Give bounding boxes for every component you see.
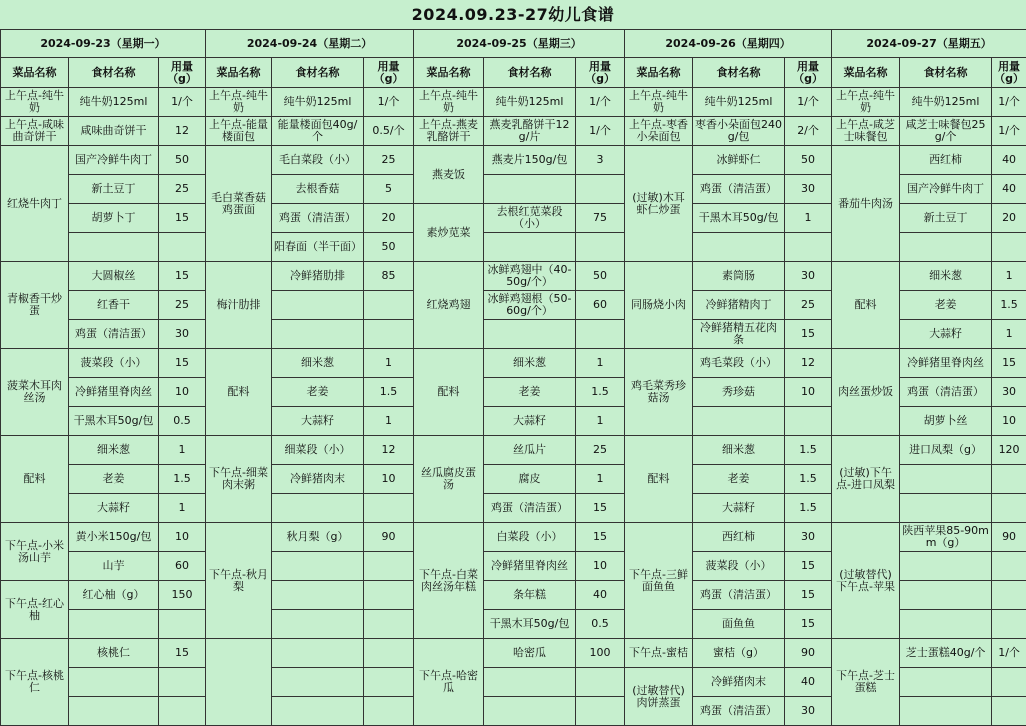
ingredient-amount: 30	[785, 262, 832, 291]
ingredient-amount: 40	[576, 581, 625, 610]
ingredient-name	[900, 552, 992, 581]
ingredient-name: 大圆椒丝	[69, 262, 159, 291]
ingredient-name: 面鱼鱼	[693, 610, 785, 639]
dish-name: 同肠烧小肉	[625, 262, 693, 349]
ingredient-amount: 15	[785, 581, 832, 610]
ingredient-amount: 0.5	[159, 407, 206, 436]
ingredient-name: 哈密瓜	[484, 639, 576, 668]
ingredient-name	[900, 610, 992, 639]
amount-column-header: 用量（g）	[364, 58, 414, 88]
dish-name: 红烧鸡翅	[414, 262, 484, 349]
ingredient-amount: 15	[159, 204, 206, 233]
ingredient-amount: 2/个	[785, 117, 832, 146]
ingredient-amount: 1	[364, 407, 414, 436]
ingredient-amount	[576, 697, 625, 726]
ingredient-amount	[992, 233, 1026, 262]
ingredient-amount: 1/个	[992, 88, 1026, 117]
ingredient-name: 老姜	[272, 378, 364, 407]
ingredient-amount: 1	[785, 204, 832, 233]
ingredient-amount	[364, 697, 414, 726]
ingredient-amount: 90	[992, 523, 1026, 552]
ingredient-amount: 30	[992, 378, 1026, 407]
ingredient-amount: 15	[992, 349, 1026, 378]
ingredient-amount: 12	[785, 349, 832, 378]
day-header: 2024-09-24（星期二）	[206, 30, 414, 58]
ingredient-amount: 60	[159, 552, 206, 581]
ingredient-amount	[364, 320, 414, 349]
ingredient-amount: 1	[992, 320, 1026, 349]
ingredient-name: 冰鲜鸡翅中（40-50g/个）	[484, 262, 576, 291]
ingredient-name: 鸡蛋（清洁蛋）	[69, 320, 159, 349]
dish-column-header: 菜品名称	[832, 58, 900, 88]
ingredient-amount: 40	[785, 668, 832, 697]
dish-name: (过敏替代)下午点-苹果	[832, 523, 900, 639]
ingredient-amount: 15	[785, 552, 832, 581]
ingredient-name: 鸡蛋（清洁蛋）	[900, 378, 992, 407]
ingredient-name: 鸡蛋（清洁蛋）	[272, 204, 364, 233]
day-header: 2024-09-23（星期一）	[1, 30, 206, 58]
ingredient-amount	[992, 552, 1026, 581]
ingredient-name: 干黑木耳50g/包	[69, 407, 159, 436]
ingredient-name: 纯牛奶125ml	[272, 88, 364, 117]
ingredient-name	[272, 552, 364, 581]
ingredient-name: 红香干	[69, 291, 159, 320]
dish-name: 下午点-芝士蛋糕	[832, 639, 900, 726]
amount-column-header: 用量（g）	[992, 58, 1026, 88]
ingredient-amount: 15	[159, 262, 206, 291]
dish-name: 肉丝蛋炒饭	[832, 349, 900, 436]
ingredient-amount	[364, 581, 414, 610]
ingredient-column-header: 食材名称	[900, 58, 992, 88]
ingredient-amount	[364, 552, 414, 581]
ingredient-amount: 60	[576, 291, 625, 320]
ingredient-name: 秋月梨（g）	[272, 523, 364, 552]
ingredient-amount: 20	[364, 204, 414, 233]
ingredient-amount	[364, 639, 414, 668]
dish-name: 下午点-蜜桔	[625, 639, 693, 668]
ingredient-amount: 1/个	[576, 88, 625, 117]
ingredient-name: 细米葱	[900, 262, 992, 291]
ingredient-name	[272, 291, 364, 320]
ingredient-name	[693, 407, 785, 436]
dish-name: 配料	[1, 436, 69, 523]
ingredient-name: 冷鲜猪肉末	[693, 668, 785, 697]
ingredient-name: 细米葱	[69, 436, 159, 465]
ingredient-name	[900, 697, 992, 726]
ingredient-name: 新土豆丁	[69, 175, 159, 204]
dish-name: 上午点-枣香小朵面包	[625, 117, 693, 146]
ingredient-name	[272, 697, 364, 726]
ingredient-amount: 50	[576, 262, 625, 291]
ingredient-amount	[992, 610, 1026, 639]
dish-name: 燕麦饭	[414, 146, 484, 204]
ingredient-amount: 1.5	[159, 465, 206, 494]
dish-name: 下午点-三鲜面鱼鱼	[625, 523, 693, 639]
ingredient-name	[484, 320, 576, 349]
ingredient-column-header: 食材名称	[272, 58, 364, 88]
ingredient-amount: 15	[785, 610, 832, 639]
ingredient-name	[693, 233, 785, 262]
ingredient-amount: 40	[992, 146, 1026, 175]
day-header: 2024-09-26（星期四）	[625, 30, 832, 58]
ingredient-name: 细米葱	[693, 436, 785, 465]
ingredient-name: 冷鲜猪里脊肉丝	[484, 552, 576, 581]
ingredient-name: 老姜	[900, 291, 992, 320]
ingredient-name: 红心柚（g）	[69, 581, 159, 610]
ingredient-name: 干黑木耳50g/包	[693, 204, 785, 233]
ingredient-name: 冰鲜鸡翅根（50-60g/个）	[484, 291, 576, 320]
ingredient-amount: 12	[159, 117, 206, 146]
ingredient-name: 素筒肠	[693, 262, 785, 291]
dish-name: 配料	[414, 349, 484, 436]
ingredient-name: 进口凤梨（g）	[900, 436, 992, 465]
dish-name: 丝瓜腐皮蛋汤	[414, 436, 484, 523]
ingredient-name	[272, 668, 364, 697]
dish-name: 上午点-纯牛奶	[414, 88, 484, 117]
ingredient-amount	[576, 320, 625, 349]
ingredient-name	[900, 668, 992, 697]
ingredient-amount: 15	[576, 523, 625, 552]
ingredient-amount: 10	[576, 552, 625, 581]
dish-name: 下午点-白菜肉丝汤年糕	[414, 523, 484, 639]
ingredient-name: 核桃仁	[69, 639, 159, 668]
dish-name: 下午点-核桃仁	[1, 639, 69, 726]
ingredient-amount	[159, 697, 206, 726]
ingredient-amount: 75	[576, 204, 625, 233]
ingredient-amount: 1	[576, 349, 625, 378]
day-header: 2024-09-25（星期三）	[414, 30, 625, 58]
ingredient-name: 大蒜籽	[484, 407, 576, 436]
ingredient-name	[484, 697, 576, 726]
ingredient-amount: 1/个	[992, 117, 1026, 146]
ingredient-amount: 1.5	[364, 378, 414, 407]
ingredient-name: 白菜段（小）	[484, 523, 576, 552]
ingredient-amount: 150	[159, 581, 206, 610]
ingredient-name: 咸芝士味餐包25g/个	[900, 117, 992, 146]
dish-name: 菠菜木耳肉丝汤	[1, 349, 69, 436]
ingredient-amount: 1/个	[576, 117, 625, 146]
ingredient-name: 老姜	[484, 378, 576, 407]
ingredient-amount: 1.5	[785, 436, 832, 465]
ingredient-name	[272, 581, 364, 610]
dish-name: 上午点-纯牛奶	[625, 88, 693, 117]
dish-name: 上午点-咸味曲奇饼干	[1, 117, 69, 146]
menu-title: 2024.09.23-27幼儿食谱	[411, 5, 615, 24]
ingredient-amount: 1	[576, 407, 625, 436]
dish-name: (过敏)木耳虾仁炒蛋	[625, 146, 693, 262]
dish-name: 配料	[625, 436, 693, 523]
ingredient-name: 胡萝卜丝	[900, 407, 992, 436]
ingredient-name	[900, 465, 992, 494]
ingredient-name: 纯牛奶125ml	[693, 88, 785, 117]
ingredient-name	[484, 175, 576, 204]
ingredient-name: 冷鲜猪肉末	[272, 465, 364, 494]
ingredient-amount: 120	[992, 436, 1026, 465]
menu-table	[0, 29, 1026, 726]
dish-name: 配料	[832, 262, 900, 349]
dish-name: 下午点-秋月梨	[206, 523, 272, 639]
dish-column-header: 菜品名称	[625, 58, 693, 88]
ingredient-amount: 10	[785, 378, 832, 407]
ingredient-name: 细米葱	[484, 349, 576, 378]
ingredient-name: 纯牛奶125ml	[484, 88, 576, 117]
dish-name: (过敏)下午点-进口凤梨	[832, 436, 900, 523]
ingredient-amount	[364, 610, 414, 639]
ingredient-amount	[159, 668, 206, 697]
dish-name: 素炒苋菜	[414, 204, 484, 262]
amount-column-header: 用量（g）	[159, 58, 206, 88]
ingredient-name: 去根香菇	[272, 175, 364, 204]
ingredient-amount	[159, 233, 206, 262]
ingredient-amount: 15	[785, 320, 832, 349]
ingredient-name	[69, 610, 159, 639]
ingredient-amount: 1/个	[364, 88, 414, 117]
dish-name: 上午点-纯牛奶	[1, 88, 69, 117]
ingredient-name	[272, 494, 364, 523]
ingredient-amount: 25	[364, 146, 414, 175]
ingredient-name	[272, 639, 364, 668]
ingredient-name: 纯牛奶125ml	[900, 88, 992, 117]
ingredient-amount: 10	[159, 378, 206, 407]
ingredient-amount	[576, 668, 625, 697]
dish-name: 红烧牛肉丁	[1, 146, 69, 262]
ingredient-name: 冷鲜猪里脊肉丝	[69, 378, 159, 407]
ingredient-name	[69, 233, 159, 262]
ingredient-name	[900, 581, 992, 610]
ingredient-column-header: 食材名称	[484, 58, 576, 88]
ingredient-amount: 15	[159, 639, 206, 668]
ingredient-name	[484, 233, 576, 262]
ingredient-name: 条年糕	[484, 581, 576, 610]
ingredient-amount: 50	[159, 146, 206, 175]
ingredient-amount: 15	[159, 349, 206, 378]
ingredient-name: 去根红苋菜段（小）	[484, 204, 576, 233]
dish-name: 毛白菜香菇鸡蛋面	[206, 146, 272, 262]
amount-column-header: 用量（g）	[576, 58, 625, 88]
dish-name	[206, 639, 272, 726]
ingredient-name: 山芋	[69, 552, 159, 581]
dish-column-header: 菜品名称	[206, 58, 272, 88]
ingredient-amount: 100	[576, 639, 625, 668]
ingredient-amount	[992, 494, 1026, 523]
ingredient-name: 丝瓜片	[484, 436, 576, 465]
ingredient-amount: 0.5/个	[364, 117, 414, 146]
ingredient-name: 能量楼面包40g/个	[272, 117, 364, 146]
dish-name: (过敏替代)肉饼蒸蛋	[625, 668, 693, 726]
ingredient-amount: 1	[364, 349, 414, 378]
ingredient-amount: 90	[364, 523, 414, 552]
ingredient-name: 纯牛奶125ml	[69, 88, 159, 117]
ingredient-amount: 1.5	[576, 378, 625, 407]
dish-name: 青椒香干炒蛋	[1, 262, 69, 349]
ingredient-name	[272, 610, 364, 639]
ingredient-name: 芝士蛋糕40g/个	[900, 639, 992, 668]
ingredient-name	[900, 233, 992, 262]
ingredient-amount: 1.5	[992, 291, 1026, 320]
ingredient-name: 干黑木耳50g/包	[484, 610, 576, 639]
ingredient-amount	[364, 494, 414, 523]
ingredient-amount: 0.5	[576, 610, 625, 639]
ingredient-amount: 25	[159, 175, 206, 204]
dish-name: 下午点-细菜肉末粥	[206, 436, 272, 523]
ingredient-amount: 50	[364, 233, 414, 262]
ingredient-name: 胡萝卜丁	[69, 204, 159, 233]
ingredient-name: 枣香小朵面包240g/包	[693, 117, 785, 146]
ingredient-name: 大蒜籽	[900, 320, 992, 349]
ingredient-name: 冷鲜猪精五花肉条	[693, 320, 785, 349]
dish-name: 上午点-咸芝士味餐包	[832, 117, 900, 146]
ingredient-amount: 1/个	[785, 88, 832, 117]
ingredient-name: 鸡蛋（清洁蛋）	[693, 581, 785, 610]
ingredient-amount: 1.5	[785, 494, 832, 523]
ingredient-name: 鸡蛋（清洁蛋）	[693, 175, 785, 204]
ingredient-amount: 5	[364, 175, 414, 204]
day-header: 2024-09-27（星期五）	[832, 30, 1026, 58]
ingredient-name: 冷鲜猪肋排	[272, 262, 364, 291]
ingredient-name: 菠菜段（小）	[693, 552, 785, 581]
ingredient-amount: 30	[785, 697, 832, 726]
dish-name: 梅汁肋排	[206, 262, 272, 349]
ingredient-amount: 1	[992, 262, 1026, 291]
ingredient-amount: 10	[364, 465, 414, 494]
ingredient-amount	[364, 291, 414, 320]
ingredient-name	[69, 668, 159, 697]
ingredient-name: 大蒜籽	[69, 494, 159, 523]
dish-name: 上午点-纯牛奶	[206, 88, 272, 117]
ingredient-amount	[785, 407, 832, 436]
ingredient-amount: 25	[159, 291, 206, 320]
dish-name: 下午点-哈密瓜	[414, 639, 484, 726]
ingredient-name: 西红柿	[900, 146, 992, 175]
ingredient-name: 冷鲜猪精肉丁	[693, 291, 785, 320]
ingredient-name: 新土豆丁	[900, 204, 992, 233]
ingredient-amount: 1.5	[785, 465, 832, 494]
ingredient-name: 老姜	[693, 465, 785, 494]
ingredient-name: 鸡蛋（清洁蛋）	[693, 697, 785, 726]
ingredient-name: 老姜	[69, 465, 159, 494]
ingredient-amount	[364, 668, 414, 697]
ingredient-name: 鸡毛菜段（小）	[693, 349, 785, 378]
ingredient-name: 菠菜段（小）	[69, 349, 159, 378]
ingredient-name: 燕麦乳酪饼干12g/片	[484, 117, 576, 146]
ingredient-amount	[159, 610, 206, 639]
ingredient-name: 国产冷鲜牛肉丁	[900, 175, 992, 204]
ingredient-name: 腐皮	[484, 465, 576, 494]
dish-name: 上午点-燕麦乳酪饼干	[414, 117, 484, 146]
ingredient-amount: 10	[159, 523, 206, 552]
ingredient-amount	[576, 175, 625, 204]
ingredient-amount: 30	[159, 320, 206, 349]
ingredient-name: 大蒜籽	[693, 494, 785, 523]
ingredient-name: 鸡蛋（清洁蛋）	[484, 494, 576, 523]
ingredient-name: 毛白菜段（小）	[272, 146, 364, 175]
ingredient-amount	[785, 233, 832, 262]
dish-name: 鸡毛菜秀珍菇汤	[625, 349, 693, 436]
amount-column-header: 用量（g）	[785, 58, 832, 88]
ingredient-name: 冰鲜虾仁	[693, 146, 785, 175]
ingredient-amount: 40	[992, 175, 1026, 204]
ingredient-amount: 10	[992, 407, 1026, 436]
ingredient-name: 咸味曲奇饼干	[69, 117, 159, 146]
ingredient-amount: 1/个	[159, 88, 206, 117]
ingredient-amount: 1/个	[992, 639, 1026, 668]
ingredient-amount	[992, 697, 1026, 726]
ingredient-amount: 25	[576, 436, 625, 465]
dish-column-header: 菜品名称	[414, 58, 484, 88]
ingredient-name: 燕麦片150g/包	[484, 146, 576, 175]
ingredient-name: 冷鲜猪里脊肉丝	[900, 349, 992, 378]
dish-name: 番茄牛肉汤	[832, 146, 900, 262]
dish-name: 上午点-纯牛奶	[832, 88, 900, 117]
ingredient-column-header: 食材名称	[693, 58, 785, 88]
ingredient-amount: 3	[576, 146, 625, 175]
ingredient-amount	[992, 581, 1026, 610]
ingredient-name	[484, 668, 576, 697]
dish-name: 下午点-红心柚	[1, 581, 69, 639]
ingredient-amount: 90	[785, 639, 832, 668]
ingredient-amount: 25	[785, 291, 832, 320]
dish-name: 上午点-能量楼面包	[206, 117, 272, 146]
ingredient-name	[272, 320, 364, 349]
ingredient-name: 陕西苹果85-90mm（g）	[900, 523, 992, 552]
ingredient-name: 秀珍菇	[693, 378, 785, 407]
ingredient-name: 细菜段（小）	[272, 436, 364, 465]
ingredient-amount: 30	[785, 175, 832, 204]
ingredient-amount: 15	[576, 494, 625, 523]
ingredient-amount	[992, 465, 1026, 494]
ingredient-amount: 85	[364, 262, 414, 291]
dish-name: 下午点-小米汤山芋	[1, 523, 69, 581]
ingredient-name	[69, 697, 159, 726]
ingredient-amount	[576, 233, 625, 262]
ingredient-amount: 30	[785, 523, 832, 552]
ingredient-amount: 20	[992, 204, 1026, 233]
ingredient-name	[900, 494, 992, 523]
dish-column-header: 菜品名称	[1, 58, 69, 88]
ingredient-name: 细米葱	[272, 349, 364, 378]
ingredient-name: 大蒜籽	[272, 407, 364, 436]
ingredient-name: 国产冷鲜牛肉丁	[69, 146, 159, 175]
ingredient-amount: 1	[159, 436, 206, 465]
ingredient-amount: 1	[159, 494, 206, 523]
ingredient-column-header: 食材名称	[69, 58, 159, 88]
dish-name: 配料	[206, 349, 272, 436]
ingredient-name: 阳春面（半干面）	[272, 233, 364, 262]
ingredient-amount: 1	[576, 465, 625, 494]
ingredient-name: 黄小米150g/包	[69, 523, 159, 552]
ingredient-amount	[992, 668, 1026, 697]
ingredient-amount: 12	[364, 436, 414, 465]
ingredient-amount: 50	[785, 146, 832, 175]
ingredient-name: 蜜桔（g）	[693, 639, 785, 668]
ingredient-name: 西红柿	[693, 523, 785, 552]
